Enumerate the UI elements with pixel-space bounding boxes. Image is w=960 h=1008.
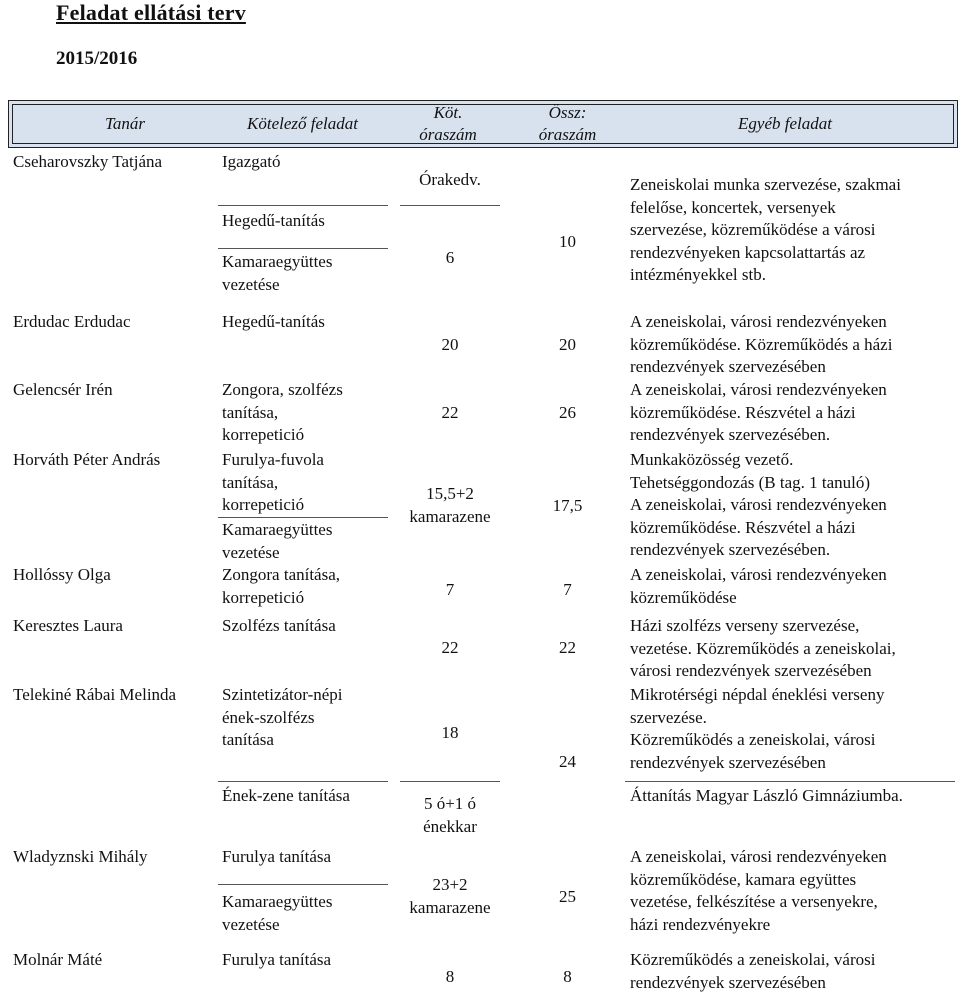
other-duty: Munkaközösség vezető. Tehetséggondozás (B tag. 1 tanuló) A zeneiskolai, városi rendezvényeken közreműködése. Részvétel a házi rendezvények szervezésében. — [630, 450, 887, 559]
teacher-name: Cseharovszky Tatjána — [13, 152, 163, 171]
header-kot: Köt. óraszám — [419, 103, 477, 144]
teacher-name: Hollóssy Olga — [13, 565, 111, 584]
divider — [218, 205, 388, 206]
duty-cell: Kamaraegyüttes vezetése — [222, 520, 333, 562]
duty-cell: Igazgató — [222, 152, 281, 171]
teacher-name: Molnár Máté — [13, 950, 103, 969]
teacher-name: Wladyznski Mihály — [13, 847, 148, 866]
divider — [400, 205, 500, 206]
kot-hours: 20 — [441, 335, 459, 354]
divider — [218, 248, 388, 249]
kot-hours: 8 — [445, 967, 455, 986]
school-year: 2015/2016 — [56, 48, 138, 69]
duty-cell: Hegedű-tanítás — [222, 211, 325, 230]
kot-hours: 5 ó+1 ó énekkar — [423, 794, 477, 836]
kot-hours: 22 — [441, 638, 459, 657]
total-hours: 17,5 — [552, 496, 583, 515]
total-hours: 10 — [559, 232, 576, 251]
other-duty: A zeneiskolai, városi rendezvényeken közreműködése. Részvétel a házi rendezvények szervezésében. — [630, 380, 887, 444]
teacher-name: Telekiné Rábai Melinda — [13, 685, 177, 704]
document-title: Feladat ellátási terv — [56, 0, 246, 25]
total-hours: 25 — [559, 887, 576, 906]
teacher-name: Horváth Péter András — [13, 450, 161, 469]
duty-cell: Zongora tanítása, korrepetició — [222, 565, 341, 607]
duty-cell: Szolfézs tanítása — [222, 616, 336, 635]
duty-cell: Furulya-fuvola tanítása, korrepetició — [222, 450, 324, 514]
header-ossz: Össz: óraszám — [538, 103, 597, 144]
teacher-name: Gelencsér Irén — [13, 380, 113, 399]
divider — [218, 884, 388, 885]
header-other: Egyéb feladat — [738, 114, 832, 133]
other-duty: Házi szolfézs verseny szervezése, vezetése. Közreműködés a zeneiskolai, városi rendezvények szervezésében — [630, 616, 896, 680]
kot-hours: 15,5+2 kamarazene — [409, 484, 491, 526]
total-hours: 22 — [559, 638, 576, 657]
duty-cell: Hegedű-tanítás — [222, 312, 325, 331]
other-duty: Közreműködés a zeneiskolai, városi rendezvények szervezésében — [630, 950, 876, 992]
divider — [400, 781, 500, 782]
duty-cell: Furulya tanítása — [222, 950, 332, 969]
other-duty: Áttanítás Magyar László Gimnáziumba. — [630, 786, 903, 805]
teacher-name: Keresztes Laura — [13, 616, 123, 635]
divider — [625, 781, 955, 782]
total-hours: 24 — [559, 752, 576, 771]
kot-hours: 7 — [445, 580, 455, 599]
duty-cell: Ének-zene tanítása — [222, 786, 350, 805]
duty-cell: Furulya tanítása — [222, 847, 332, 866]
duty-cell: Kamaraegyüttes vezetése — [222, 252, 333, 294]
other-duty: A zeneiskolai, városi rendezvényeken közreműködése — [630, 565, 887, 607]
teacher-name: Erdudac Erdudac — [13, 312, 131, 331]
kot-hours: 18 — [441, 723, 459, 742]
total-hours: 26 — [559, 403, 576, 422]
total-hours: 20 — [559, 335, 576, 354]
kot-hours: 22 — [441, 403, 459, 422]
other-duty: A zeneiskolai, városi rendezvényeken közreműködése, kamara együttes vezetése, felkészítése a versenyekre, házi rendezvényekre — [630, 847, 887, 934]
kot-hours: 6 — [445, 248, 455, 267]
header-duty: Kötelező feladat — [247, 114, 358, 133]
other-duty: A zeneiskolai, városi rendezvényeken közreműködése. Közreműködés a házi rendezvények szervezésében — [630, 312, 893, 376]
duty-cell: Szintetizátor-népi ének-szolfézs tanítása — [222, 685, 343, 749]
header-teacher: Tanár — [104, 114, 145, 133]
kot-hours: Órakedv. — [419, 170, 481, 189]
other-duty: Zeneiskolai munka szervezése, szakmai felelőse, koncertek, versenyek szervezése, közreműködése a városi rendezvényeken kapcsolattartás az intézményekkel stb. — [630, 175, 901, 284]
divider — [218, 781, 388, 782]
other-duty: Mikrotérségi népdal éneklési verseny szervezése. Közreműködés a zeneiskolai, városi rendezvények szervezésében — [630, 685, 885, 772]
duty-cell: Zongora, szolfézs tanítása, korrepetició — [222, 380, 343, 444]
duty-cell: Kamaraegyüttes vezetése — [222, 892, 333, 934]
kot-hours: 23+2 kamarazene — [409, 875, 491, 917]
total-hours: 7 — [563, 580, 572, 599]
total-hours: 8 — [563, 967, 572, 986]
divider — [218, 517, 388, 518]
